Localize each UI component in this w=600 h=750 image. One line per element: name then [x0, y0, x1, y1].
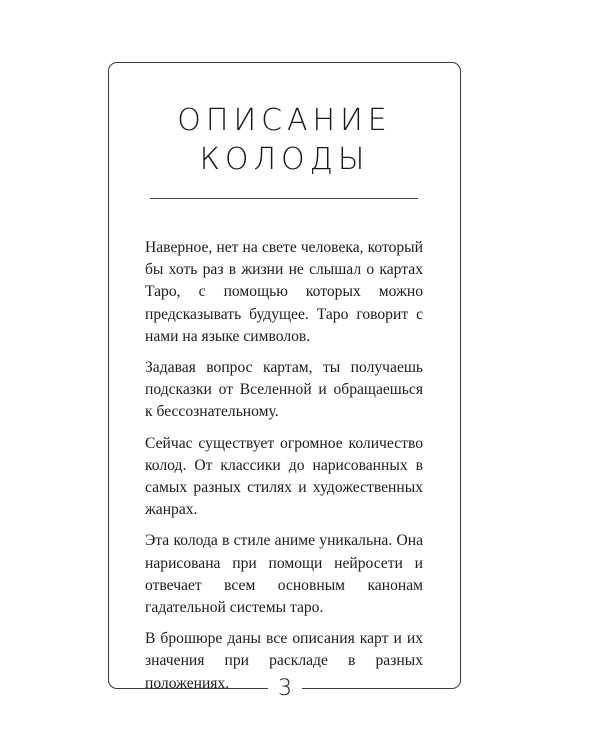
- page-title-line-1: ОПИСАНИЕ: [177, 103, 392, 138]
- page-title-line-2: КОЛОДЫ: [199, 142, 370, 177]
- page-number: 3: [268, 676, 302, 702]
- page-title: [108, 101, 461, 179]
- paragraph: Сейчас существует огромное количество колод. От классики до нарисованных в самых разных стилях и художественных жанрах.: [145, 434, 423, 519]
- paragraph: Задавая вопрос картам, ты получаешь подсказки от Вселенной и обращаешься к бессознательному.: [145, 359, 423, 421]
- paragraph: В брошюре даны все описания карт и их значения при раскладе в разных положениях.: [145, 630, 423, 692]
- body-text: [145, 237, 423, 704]
- title-divider: [150, 198, 418, 199]
- paragraph: Эта колода в стиле аниме уникальна. Она нарисована при помощи нейросети и отвечает всем основным канонам гадательной системы таро.: [145, 532, 423, 617]
- paragraph: Наверное, нет на свете человека, который бы хоть раз в жизни не слышал о картах Таро, с помощью которых можно предсказывать будущее. Таро говорит с нами на языке символов.: [145, 239, 423, 345]
